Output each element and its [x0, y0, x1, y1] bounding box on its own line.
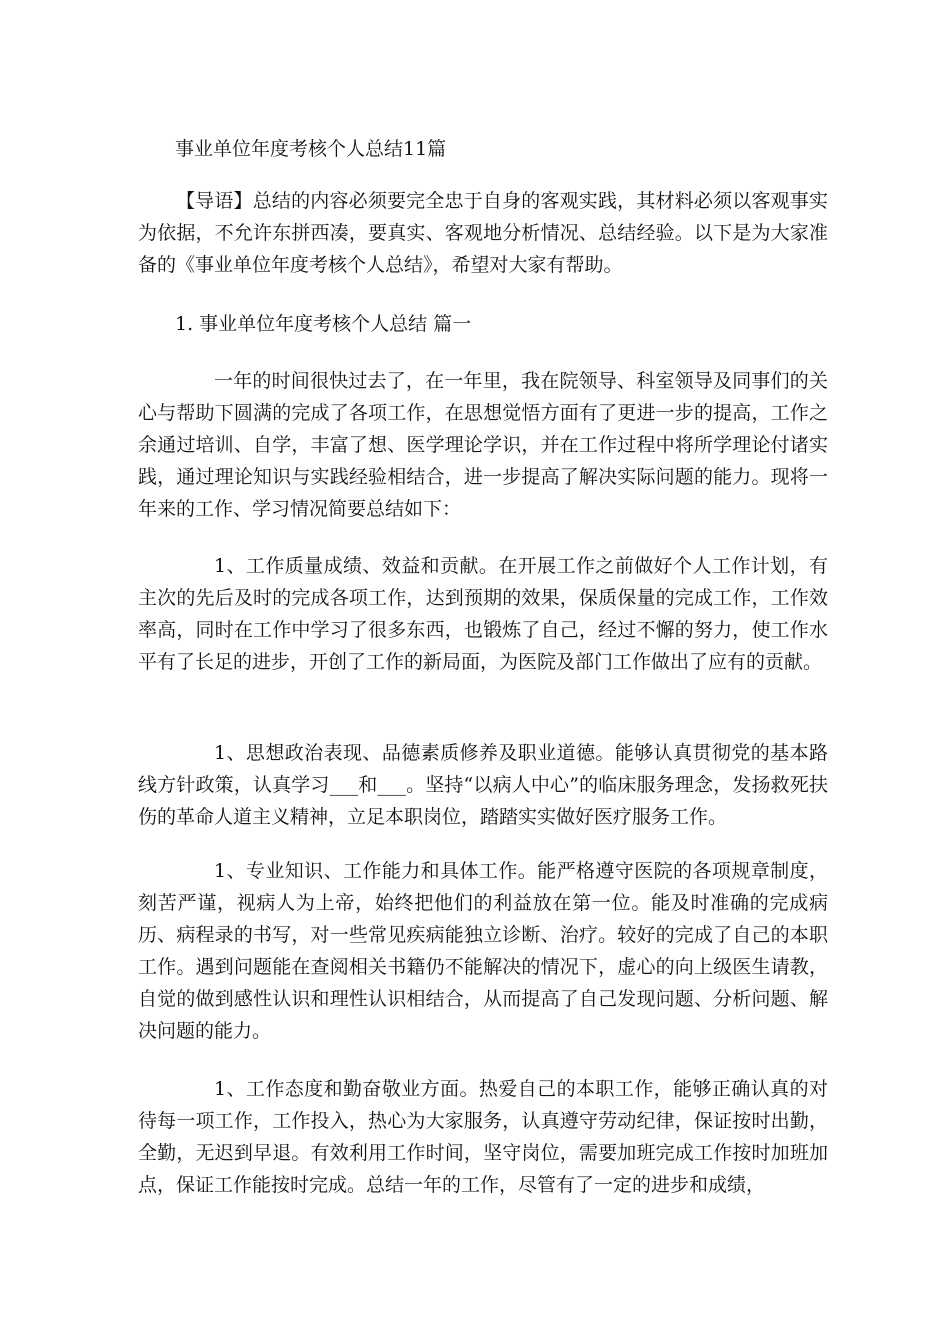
body-paragraph-political: 1、思想政治表现、品德素质修养及职业道德。能够认真贯彻党的基本路线方针政策，认真学习___和___。坚持“以病人中心”的临床服务理念，发扬救死扶伤的革命人道主义精神，立足本职岗位，踏踏实实做好医疗服务工作。	[138, 742, 828, 828]
body-paragraph-overview: 一年的时间很快过去了，在一年里，我在院领导、科室领导及同事们的关心与帮助下圆满的完成了各项工作，在思想觉悟方面有了更进一步的提高，工作之余通过培训、自学，丰富了想、医学理论学识，并在工作过程中将所学理论付诸实践，通过理论知识与实践经验相结合，进一步提高了解决实际问题的能力。现将一年来的工作、学习情况简要总结如下：	[138, 370, 828, 520]
section-heading: 1. 事业单位年度考核个人总结 篇一	[175, 313, 472, 335]
document-title: 事业单位年度考核个人总结11篇	[175, 138, 447, 160]
body-paragraph-work-quality: 1、工作质量成绩、效益和贡献。在开展工作之前做好个人工作计划，有主次的先后及时的完成各项工作，达到预期的效果，保质保量的完成工作，工作效率高，同时在工作中学习了很多东西，也锻炼了自己，经过不懈的努力，使工作水平有了长足的进步，开创了工作的新局面，为医院及部门工作做出了应有的贡献。	[138, 555, 828, 673]
body-paragraph-professional: 1、专业知识、工作能力和具体工作。能严格遵守医院的各项规章制度，刻苦严谨，视病人为上帝，始终把他们的利益放在第一位。能及时准确的完成病历、病程录的书写，对一些常见疾病能独立诊断、治疗。较好的完成了自己的本职工作。遇到问题能在查阅相关书籍仍不能解决的情况下，虚心的向上级医生请教，自觉的做到感性认识和理性认识相结合，从而提高了自己发现问题、分析问题、解决问题的能力。	[138, 860, 828, 1042]
body-paragraph-attitude: 1、工作态度和勤奋敬业方面。热爱自己的本职工作，能够正确认真的对待每一项工作，工作投入，热心为大家服务，认真遵守劳动纪律，保证按时出勤，全勤，无迟到早退。有效利用工作时间，坚守岗位，需要加班完成工作按时加班加点，保证工作能按时完成。总结一年的工作，尽管有了一定的进步和成绩，	[138, 1078, 828, 1196]
intro-paragraph: 【导语】总结的内容必须要完全忠于自身的客观实践，其材料必须以客观事实为依据，不允许东拼西凑，要真实、客观地分析情况、总结经验。以下是为大家准备的《事业单位年度考核个人总结》，希望对大家有帮助。	[138, 190, 828, 276]
